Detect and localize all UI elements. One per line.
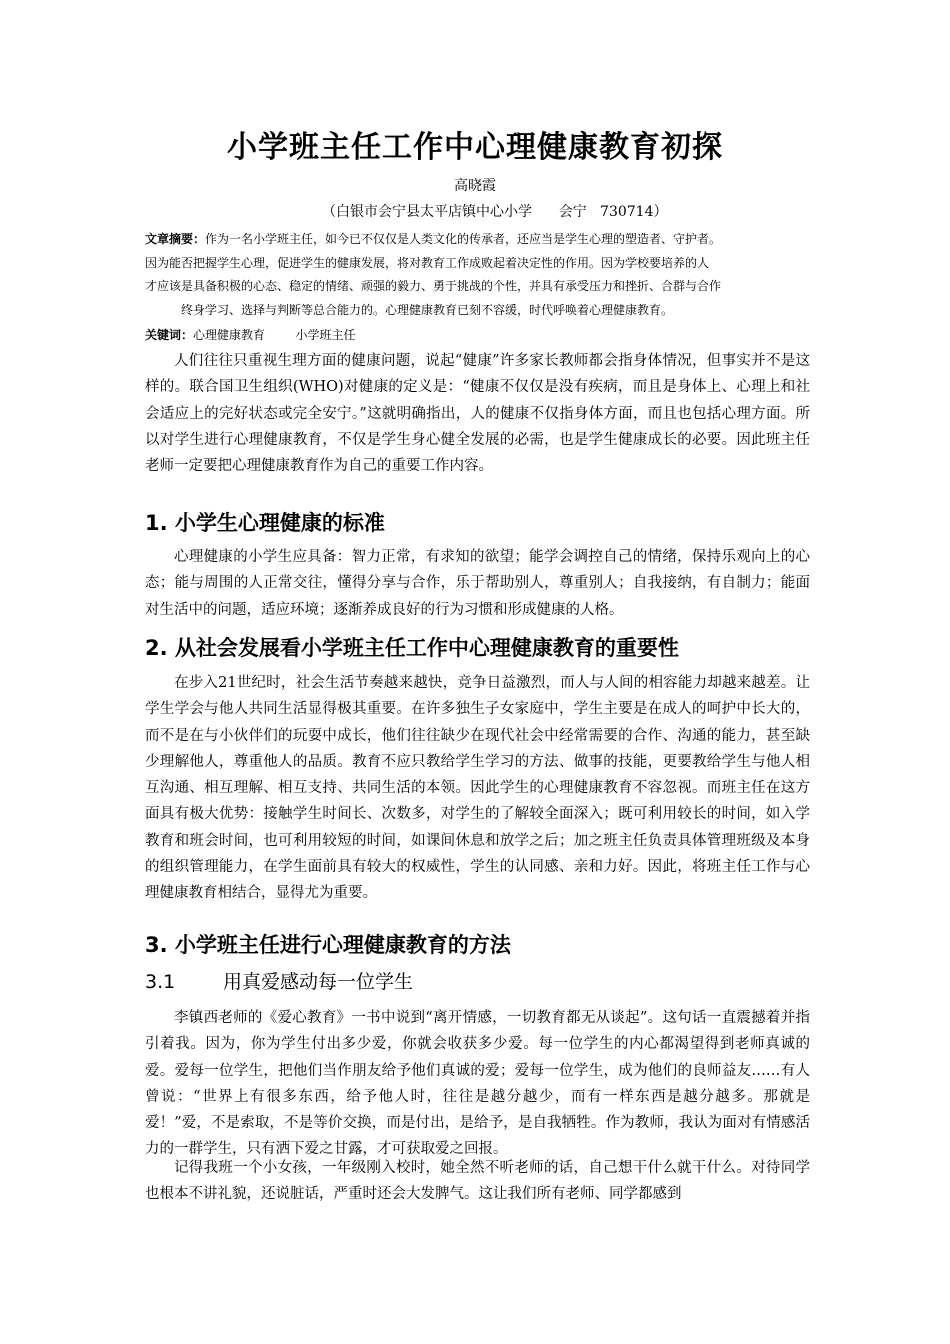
keyword-item: 小学班主任	[295, 328, 356, 342]
section-paragraph-2: 在步入21世纪时，社会生活节奏越来越快，竞争日益激烈，而人与人间的相容能力却越来越差。让学生学会与他人共同生活显得极其重要。在许多独生子女家庭中，学生主要是在成人的呵护中长大的，而不是在与小伙伴们的玩耍中成长，他们往往缺少在现代社会中经常需要的合作、沟通的能力，甚至缺少理解他人，尊重他人的品质。教育不应只教给学生学习的方法、做事的技能，更要教给学生与他人相互沟通、相互理解、相互支持、共同生活的本领。因此学生的心理健康教育不容忽视。而班主任在这方面具有极大优势：接触学生时间长、次数多，对学生的了解较全面深入；既可利用较长的时间，如入学教育和班会时间，也可利用较短的时间，如课间休息和放学之后；加之班主任负责具体管理班级及本身的组织管理能力，在学生面前具有较大的权威性，学生的认同感、亲和力好。因此，将班主任工作与心理健康教育相结合，显得尤为重要。	[145, 675, 810, 902]
subsection-heading-3-1	[145, 968, 413, 996]
keyword-item: 心理健康教育	[193, 328, 266, 342]
abstract	[145, 228, 810, 322]
abstract-label: 文章摘要：	[145, 232, 206, 246]
abstract-line: 才应该是具备积极的心态、稳定的情绪、顽强的毅力、勇于挑战的个性，并具有承受压力和挫折、合群与合作	[145, 279, 722, 293]
section-heading-3: 3. 小学班主任进行心理健康教育的方法	[145, 933, 511, 957]
section-heading-2: 2. 从社会发展看小学班主任工作中心理健康教育的重要性	[145, 636, 679, 660]
abstract-line	[145, 228, 810, 252]
page-title: 小学班主任工作中心理健康教育初探	[227, 130, 723, 165]
subsection-number: 3.1	[145, 971, 176, 993]
section-paragraph-1: 心理健康的小学生应具备：智力正常，有求知的欲望；能学会调控自己的情绪，保持乐观向上的心态；能与周围的人正常交往，懂得分享与合作，乐于帮助别人，尊重别人；自我接纳，有自制力；能面对生活中的问题，适应环境；逐渐养成良好的行为习惯和形成健康的人格。	[145, 549, 810, 618]
keywords-label: 关键词：	[145, 328, 194, 342]
section-paragraph-3: 李镇西老师的《爱心教育》一书中说到“离开情感，一切教育都无从谈起”。这句话一直震撼着并指引着我。因为，你为学生付出多少爱，你就会收获多少爱。每一位学生的内心都渴望得到老师真诚的爱。爱每一位学生，把他们当作朋友给予他们真诚的爱；爱每一位学生，成为他们的良师益友……有人曾说：“世界上有很多东西，给予他人时，往往是越分越少，而有一样东西是越分越多。那就是爱！”爱，不是索取，不是等价交换，而是付出，是给予，是自我牺牲。作为教师，我认为面对有情感活力的一群学生，只有洒下爱之甘露，才可获取爱之回报。	[145, 1010, 810, 1158]
subsection-title: 用真爱感动每一位学生	[223, 971, 414, 993]
section-paragraph-3b: 记得我班一个小女孩，一年级刚入校时，她全然不听老师的话，自己想干什么就干什么。对待同学也根本不讲礼貌，还说脏话，严重时还会大发脾气。这让我们所有老师、同学都感到	[145, 1160, 810, 1203]
section-heading-1: 1. 小学生心理健康的标准	[145, 511, 385, 535]
intro-paragraph: 人们往往只重视生理方面的健康问题，说起“健康”许多家长教师都会指身体情况，但事实并不是这样的。联合国卫生组织(WHO)对健康的定义是：“健康不仅仅是没有疾病，而且是身体上、心理上和社会适应上的完好状态或完全安宁。”这就明确指出，人的健康不仅指身体方面，而且也包括心理方面。所以对学生进行心理健康教育，不仅是学生身心健全发展的必需，也是学生健康成长的必要。因此班主任老师一定要把心理健康教育作为自己的重要工作内容。	[145, 353, 810, 475]
author-name: 高晓霞	[454, 178, 496, 194]
abstract-line: 终身学习、选择与判断等总合能力的。心理健康教育已刻不容缓，时代呼唤着心理健康教育。	[181, 302, 674, 317]
abstract-line: 因为能否把握学生心理，促进学生的健康发展，将对教育工作成败起着决定性的作用。因为学校要培养的人	[145, 255, 710, 270]
keywords	[145, 325, 356, 345]
author-affiliation: （白银市会宁县太平店镇中心小学 会宁 730714）	[322, 204, 668, 220]
abstract-text: 作为一名小学班主任，如今已不仅仅是人类文化的传承者，还应当是学生心理的塑造者、守护者。	[205, 232, 722, 246]
